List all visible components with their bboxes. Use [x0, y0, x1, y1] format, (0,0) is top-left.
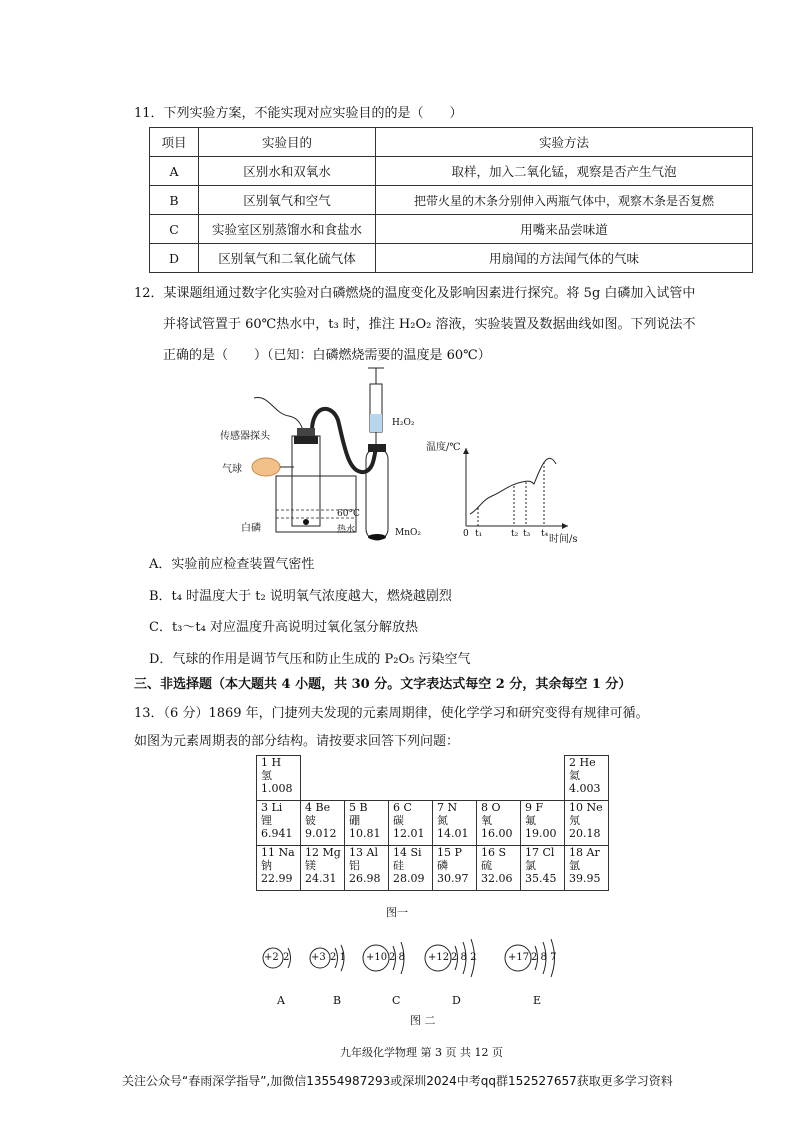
- graph-tick: t₃: [523, 529, 531, 539]
- element-cell: 18 Ar 氩 39.95: [565, 846, 609, 891]
- water-label: 热水: [337, 525, 356, 535]
- atom-shells: 2 8 2: [451, 952, 477, 963]
- graph-xlabel: 时间/s: [549, 534, 578, 545]
- element-cell: 9 F 氟 19.00: [521, 801, 565, 846]
- cell: 区别氧气和空气: [199, 186, 376, 215]
- promo-line: 关注公众号“春雨深学指导”,加微信13554987293或深圳2024中考qq群152527657获取更多学习资料: [122, 1074, 673, 1088]
- q13-line2: 如图为元素周期表的部分结构。请按要求回答下列问题：: [134, 734, 460, 749]
- graph-ylabel: 温度/℃: [426, 442, 461, 453]
- mno2-label: MnO₂: [395, 528, 421, 538]
- cell: B: [150, 186, 199, 215]
- option-c: C．t₃～t₄ 对应温度升高说明过氧化氢分解放热: [149, 620, 418, 635]
- sensor-label: 传感器探头: [220, 431, 270, 442]
- temperature-graph: [458, 444, 576, 534]
- atom-label: C: [392, 994, 401, 1007]
- atom-nucleus: +17: [508, 952, 530, 963]
- figure-1-caption: 图一: [386, 906, 408, 919]
- element-cell: 1 H 氢 1.008: [257, 756, 301, 801]
- graph-tick: t₂: [511, 529, 519, 539]
- cell: C: [150, 215, 199, 244]
- q12-line1: 12．某课题组通过数字化实验对白磷燃烧的温度变化及影响因素进行探究。将 5g 白磷加入试管中: [134, 286, 696, 301]
- periodic-table: [256, 755, 609, 891]
- q12-line2: 并将试管置于 60℃热水中，t₃ 时，推注 H₂O₂ 溶液，实验装置及数据曲线如图。下列说法不: [163, 317, 696, 332]
- q11-table: [149, 127, 753, 273]
- table-row: [150, 215, 753, 244]
- option-d: D．气球的作用是调节气压和防止生成的 P₂O₅ 污染空气: [149, 652, 471, 667]
- table-header-row: [150, 128, 753, 157]
- element-cell: 13 Al 铝 26.98: [345, 846, 389, 891]
- graph-tick: t₁: [475, 529, 483, 539]
- element-cell: 2 He 氦 4.003: [565, 756, 609, 801]
- atom-shells: 2 8 7: [531, 952, 557, 963]
- header-cell: 实验方法: [376, 128, 753, 157]
- element-cell: 8 O 氧 16.00: [477, 801, 521, 846]
- section-heading: 三、非选择题（本大题共 4 小题，共 30 分。文字表达式每空 2 分，其余每空 1 分）: [134, 677, 632, 692]
- element-cell: 3 Li 锂 6.941: [257, 801, 301, 846]
- q12-line3: 正确的是（ ）（已知：白磷燃烧需要的温度是 60℃）: [163, 348, 491, 363]
- atom-shells: 2 8: [389, 952, 405, 963]
- cell: 用扇闻的方法闻气体的气味: [376, 244, 753, 273]
- graph-origin: 0: [463, 529, 469, 539]
- cell: 把带火星的木条分别伸入两瓶气体中，观察木条是否复燃: [376, 186, 753, 215]
- option-b: B．t₄ 时温度大于 t₂ 说明氧气浓度越大，燃烧越剧烈: [149, 589, 452, 604]
- atom-label: A: [277, 994, 285, 1007]
- balloon-label: 气球: [222, 464, 242, 475]
- header-cell: 实验目的: [199, 128, 376, 157]
- atom-nucleus: +3: [311, 952, 326, 963]
- element-cell: 5 B 硼 10.81: [345, 801, 389, 846]
- element-cell: 11 Na 钠 22.99: [257, 846, 301, 891]
- cell: 实验室区别蒸馏水和食盐水: [199, 215, 376, 244]
- atom-label: D: [452, 994, 461, 1007]
- element-cell: 4 Be 铍 9.012: [301, 801, 345, 846]
- cell: A: [150, 157, 199, 186]
- cell: 取样，加入二氧化锰，观察是否产生气泡: [376, 157, 753, 186]
- phosphorus-label: 白磷: [241, 523, 261, 534]
- h2o2-label: H₂O₂: [392, 418, 415, 428]
- figure-2-caption: 图 二: [410, 1014, 436, 1027]
- element-cell: 17 Cl 氯 35.45: [521, 846, 565, 891]
- table-row: [150, 244, 753, 273]
- atom-nucleus: +10: [366, 952, 388, 963]
- atom-label: B: [333, 994, 342, 1007]
- cell: 区别水和双氧水: [199, 157, 376, 186]
- apparatus-diagram: [214, 364, 424, 544]
- water-temp-label: 60°C: [337, 509, 360, 519]
- atom-nucleus: +2: [264, 952, 279, 963]
- graph-tick: t₄: [541, 529, 549, 539]
- atom-label: E: [533, 994, 542, 1007]
- element-cell: 14 Si 硅 28.09: [389, 846, 433, 891]
- q13-line1: 13．（6 分）1869 年，门捷列夫发现的元素周期律，使化学学习和研究变得有规律可循。: [134, 706, 649, 721]
- atom-nucleus: +12: [428, 952, 450, 963]
- page-footer: 九年级化学物理 第 3 页 共 12 页: [340, 1046, 503, 1059]
- q11-stem: 11．下列实验方案，不能实现对应实验目的的是（ ）: [134, 106, 463, 121]
- cell: D: [150, 244, 199, 273]
- element-cell: 10 Ne 氖 20.18: [565, 801, 609, 846]
- element-cell: 12 Mg 镁 24.31: [301, 846, 345, 891]
- table-row: [150, 157, 753, 186]
- option-a: A．实验前应检查装置气密性: [149, 557, 315, 572]
- element-cell: 7 N 氮 14.01: [433, 801, 477, 846]
- atom-shells: 2 1: [330, 952, 346, 963]
- header-cell: 项目: [150, 128, 199, 157]
- element-cell: 6 C 碳 12.01: [389, 801, 433, 846]
- atom-shells: 2: [283, 952, 290, 963]
- cell: 用嘴来品尝味道: [376, 215, 753, 244]
- element-cell: 15 P 磷 30.97: [433, 846, 477, 891]
- element-cell: 16 S 硫 32.06: [477, 846, 521, 891]
- table-row: [150, 186, 753, 215]
- cell: 区别氧气和二氧化硫气体: [199, 244, 376, 273]
